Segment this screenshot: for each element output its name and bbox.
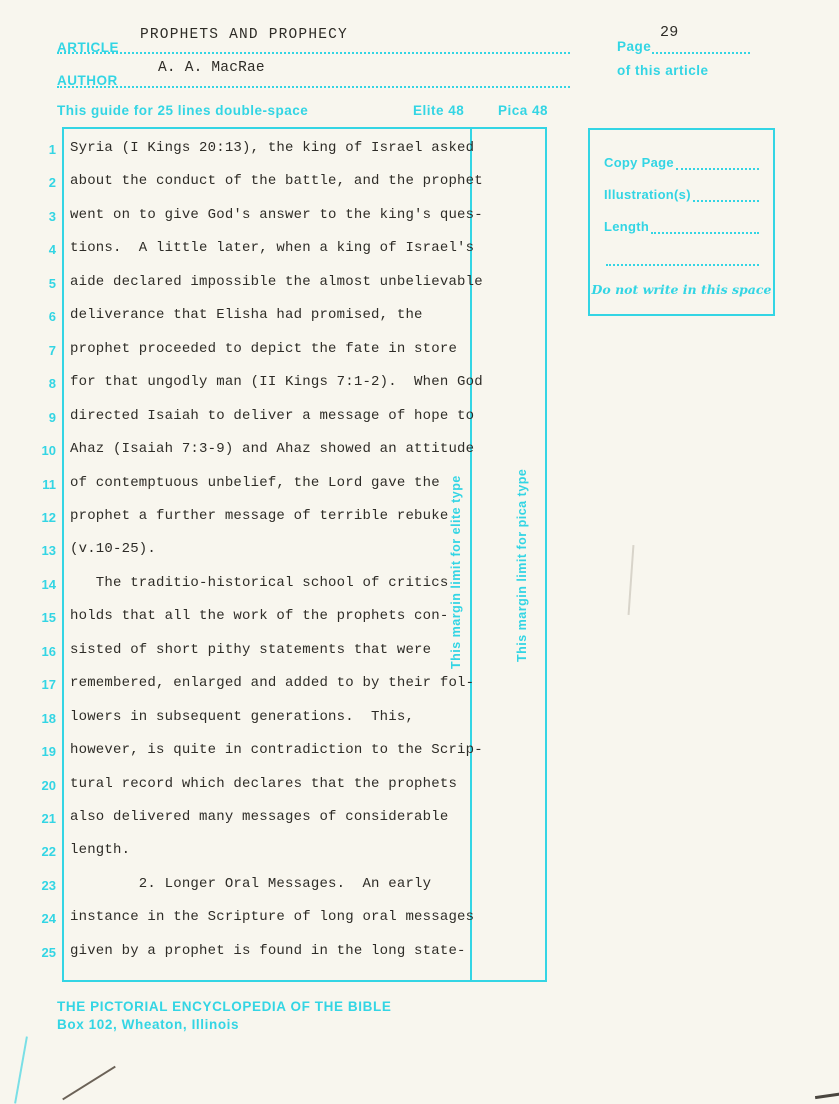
- line-text: given by a prophet is found in the long state-: [70, 942, 466, 959]
- pica-width-label: Pica 48: [498, 103, 549, 118]
- author-name-typed: A. A. MacRae: [158, 60, 265, 76]
- line-number: 20: [41, 777, 56, 793]
- author-label: AUTHOR: [57, 73, 118, 88]
- footer-address: Box 102, Wheaton, Illinois: [57, 1017, 240, 1032]
- line-text: Ahaz (Isaiah 7:3-9) and Ahaz showed an attitude: [70, 441, 475, 458]
- line-text: Syria (I Kings 20:13), the king of Israel asked: [70, 140, 475, 156]
- manuscript-line: [0, 475, 560, 499]
- article-title-typed: PROPHETS AND PROPHECY: [140, 27, 348, 43]
- line-number: 3: [48, 208, 56, 224]
- line-number: 11: [42, 476, 56, 492]
- manuscript-line: [0, 374, 560, 398]
- line-number: 6: [48, 309, 56, 325]
- article-label: ARTICLE: [57, 40, 119, 55]
- line-number: 7: [48, 342, 56, 358]
- line-number: 2: [48, 175, 56, 191]
- line-text: directed Isaiah to deliver a message of hope to: [70, 407, 475, 424]
- line-text: aide declared impossible the almost unbelievable: [70, 273, 483, 290]
- line-number: 4: [48, 242, 56, 258]
- elite-width-label: Elite 48: [413, 103, 465, 118]
- line-text: also delivered many messages of considerable: [70, 809, 449, 825]
- line-number: 18: [41, 710, 56, 726]
- line-number: 9: [48, 409, 56, 425]
- line-number: 14: [41, 576, 56, 592]
- info-box-dotted-fill: [676, 154, 759, 170]
- page-dotted-line: [652, 52, 750, 54]
- line-number: 15: [41, 610, 56, 626]
- manuscript-line: [0, 776, 560, 800]
- line-text: (v.10-25).: [70, 541, 157, 558]
- line-number: 13: [41, 543, 56, 559]
- line-number: 21: [41, 811, 56, 826]
- article-dotted-line: [57, 52, 570, 54]
- line-text: prophet proceeded to depict the fate in store: [70, 340, 458, 357]
- line-text: instance in the Scripture of long oral messages: [70, 909, 475, 926]
- line-number: 8: [48, 376, 56, 392]
- line-text: lowers in subsequent generations. This,: [70, 708, 415, 725]
- scan-smudge: [628, 545, 635, 615]
- manuscript-line: [0, 307, 560, 331]
- manuscript-line: [0, 608, 560, 632]
- info-box-row: [604, 184, 759, 202]
- manuscript-line: [0, 173, 560, 197]
- page-number-typed: 29: [660, 24, 679, 41]
- manuscript-line: [0, 909, 560, 933]
- manuscript-line: [0, 575, 560, 599]
- info-box-row: [604, 216, 759, 234]
- line-text: about the conduct of the battle, and the prophet: [70, 173, 483, 190]
- manuscript-line: [0, 709, 560, 733]
- line-text: remembered, enlarged and added to by their fol-: [70, 675, 475, 692]
- manuscript-line: [0, 842, 560, 866]
- info-box-row: [604, 152, 759, 170]
- line-number: 16: [41, 643, 56, 659]
- page-sublabel: of this article: [617, 63, 709, 78]
- manuscript-line: [0, 809, 560, 833]
- line-number: 22: [41, 844, 56, 860]
- line-number: 23: [41, 877, 56, 893]
- author-dotted-line: [57, 86, 570, 88]
- line-text: of contemptuous unbelief, the Lord gave the: [70, 474, 440, 491]
- guide-note: This guide for 25 lines double-space: [57, 103, 309, 118]
- line-text: however, is quite in contradiction to the Scrip-: [70, 742, 483, 759]
- manuscript-line: [0, 508, 560, 532]
- info-box-dotted-fill: [651, 218, 759, 234]
- do-not-write-note: Do not write in this space: [591, 282, 772, 297]
- line-number: 25: [41, 944, 56, 960]
- footer-publisher: THE PICTORIAL ENCYCLOPEDIA OF THE BIBLE: [57, 999, 392, 1014]
- line-text: tions. A little later, when a king of Israel's: [70, 240, 475, 257]
- elite-margin-note: This margin limit for elite type: [449, 475, 463, 669]
- line-number: 1: [48, 142, 56, 157]
- scan-edge-mark: [815, 1092, 839, 1099]
- info-box-row-label: Length: [604, 219, 650, 234]
- manuscript-line: [0, 742, 560, 766]
- line-text: sisted of short pithy statements that were: [70, 641, 432, 658]
- manuscript-line: [0, 642, 560, 666]
- scan-crease-dark: [62, 1066, 116, 1101]
- line-text: The traditio-historical school of critics: [70, 574, 449, 591]
- manuscript-line: [0, 441, 560, 465]
- line-text: deliverance that Elisha had promised, the: [70, 307, 423, 324]
- manuscript-line: [0, 943, 560, 967]
- manuscript-line: [0, 274, 560, 298]
- line-text: 2. Longer Oral Messages. An early: [70, 875, 432, 892]
- info-box-dotted-fill: [693, 186, 759, 202]
- info-box-row-label: Copy Page: [604, 155, 674, 170]
- manuscript-line: [0, 541, 560, 565]
- info-box: [588, 128, 775, 316]
- info-box-dotted-fill: [606, 250, 759, 266]
- manuscript-line: [0, 140, 560, 164]
- info-box-row-label: Illustration(s): [604, 187, 691, 202]
- pica-margin-note: This margin limit for pica type: [515, 468, 529, 662]
- line-text: went on to give God's answer to the king's ques-: [70, 206, 483, 223]
- info-box-row: [604, 248, 759, 266]
- manuscript-line: [0, 675, 560, 699]
- manuscript-line: [0, 341, 560, 365]
- manuscript-line: [0, 408, 560, 432]
- line-number: 12: [41, 509, 56, 525]
- info-box-rows: [590, 130, 773, 266]
- scan-crease-cyan: [14, 1036, 28, 1103]
- line-text: holds that all the work of the prophets con-: [70, 608, 449, 625]
- page-label: Page: [617, 39, 652, 54]
- line-number: 5: [48, 275, 56, 291]
- line-number: 10: [41, 443, 56, 459]
- manuscript-line: [0, 240, 560, 264]
- line-number: 19: [41, 744, 56, 760]
- line-number: 24: [41, 911, 56, 927]
- line-text: length.: [70, 842, 131, 859]
- manuscript-line: [0, 876, 560, 900]
- manuscript-line: [0, 207, 560, 231]
- line-text: for that ungodly man (II Kings 7:1-2). When God: [70, 374, 483, 391]
- line-text: tural record which declares that the prophets: [70, 775, 458, 792]
- line-text: prophet a further message of terrible rebuke: [70, 507, 449, 524]
- line-number: 17: [41, 677, 56, 693]
